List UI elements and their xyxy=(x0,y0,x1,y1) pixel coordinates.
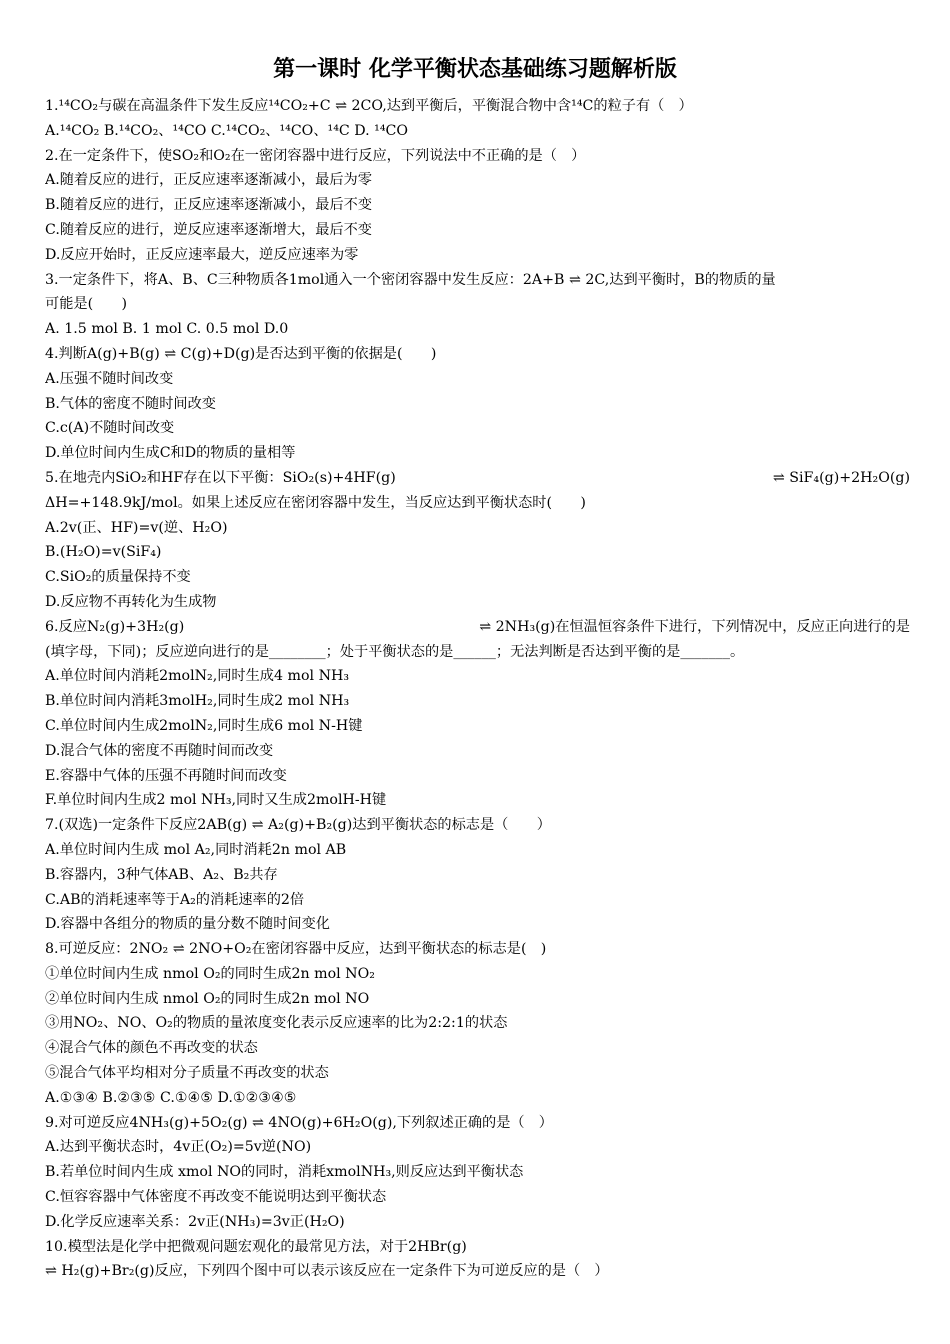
q9-option-a: A.达到平衡状态时，4v正(O₂)=5v逆(NO) xyxy=(45,1139,312,1156)
q7-option-d: D.容器中各组分的物质的量分数不随时间变化 xyxy=(45,916,330,933)
q2-option-d: D.反应开始时，正反应速率最大，逆反应速率为零 xyxy=(45,246,359,263)
question-list xyxy=(45,94,910,1284)
page-title: 第一课时 化学平衡状态基础练习题解析版 xyxy=(273,56,677,82)
q4-option-a: A.压强不随时间改变 xyxy=(45,370,174,387)
q5-stem-left: 5.在地壳内SiO₂和HF存在以下平衡：SiO₂(s)+4HF(g) xyxy=(45,469,396,486)
q7-option-c: C.AB的消耗速率等于A₂的消耗速率的2倍 xyxy=(45,891,305,908)
q4-option-b: B.气体的密度不随时间改变 xyxy=(45,395,216,412)
q4-option-c: C.c(A)不随时间改变 xyxy=(45,420,175,437)
q6-option-e: E.容器中气体的压强不再随时间而改变 xyxy=(45,767,287,784)
q6-stem-cont: (填字母，下同)；反应逆向进行的是________；处于平衡状态的是______；无法判断是否达到平衡的是_______。 xyxy=(45,643,745,660)
q2-option-a: A.随着反应的进行，正反应速率逐渐减小，最后为零 xyxy=(45,172,372,189)
q5-option-d: D.反应物不再转化为生成物 xyxy=(45,593,217,610)
q5-stem xyxy=(45,466,910,491)
q9-stem: 9.对可逆反应4NH₃(g)+5O₂(g) ⇌ 4NO(g)+6H₂O(g),下列叙述正确的是（ ） xyxy=(45,1114,553,1131)
q6-option-c: C.单位时间内生成2molN₂,同时生成6 mol N-H键 xyxy=(45,717,363,734)
q5-stem-right: ⇌ SiF₄(g)+2H₂O(g) xyxy=(772,469,910,486)
q6-option-a: A.单位时间内消耗2molN₂,同时生成4 mol NH₃ xyxy=(45,668,350,685)
q4-option-d: D.单位时间内生成C和D的物质的量相等 xyxy=(45,445,296,462)
q8-options: A.①③④ B.②③⑤ C.①④⑤ D.①②③④⑤ xyxy=(45,1089,297,1106)
q10-stem-cont: ⇌ H₂(g)+Br₂(g)反应，下列四个图中可以表示该反应在一定条件下为可逆反应的是（ ） xyxy=(45,1263,609,1280)
q6-option-f: F.单位时间内生成2 mol NH₃,同时又生成2molH-H键 xyxy=(45,792,387,809)
q5-stem-cont: ΔH=+148.9kJ/mol。如果上述反应在密闭容器中发生，当反应达到平衡状态时( ) xyxy=(45,494,586,511)
q7-stem: 7.(双选)一定条件下反应2AB(g) ⇌ A₂(g)+B₂(g)达到平衡状态的标志是（ ） xyxy=(45,817,551,834)
q8-statement-3: ③用NO₂、NO、O₂的物质的量浓度变化表示反应速率的比为2:2:1的状态 xyxy=(45,1015,508,1032)
q9-option-c: C.恒容容器中气体密度不再改变不能说明达到平衡状态 xyxy=(45,1189,387,1206)
q1-stem: 1.¹⁴CO₂与碳在高温条件下发生反应¹⁴CO₂+C ⇌ 2CO,达到平衡后，平衡混合物中含¹⁴C的粒子有（ ） xyxy=(45,98,693,114)
q9-option-b: B.若单位时间内生成 xmol NO的同时，消耗xmolNH₃,则反应达到平衡状态 xyxy=(45,1164,524,1181)
q2-option-b: B.随着反应的进行，正反应速率逐渐减小，最后不变 xyxy=(45,197,373,214)
q5-option-b: B.(H₂O)=v(SiF₄) xyxy=(45,544,162,561)
q7-option-b: B.容器内，3种气体AB、A₂、B₂共存 xyxy=(45,866,278,883)
q8-statement-4: ④混合气体的颜色不再改变的状态 xyxy=(45,1040,258,1057)
q10-stem: 10.模型法是化学中把微观问题宏观化的最常见方法，对于2HBr(g) xyxy=(45,1238,467,1255)
q3-stem: 3.一定条件下，将A、B、C三种物质各1mol通入一个密闭容器中发生反应：2A+B ⇌ 2C,达到平衡时，B的物质的量 xyxy=(45,271,776,288)
q5-option-c: C.SiO₂的质量保持不变 xyxy=(45,569,191,586)
q6-option-d: D.混合气体的密度不再随时间而改变 xyxy=(45,742,274,759)
q8-stem: 8.可逆反应：2NO₂ ⇌ 2NO+O₂在密闭容器中反应，达到平衡状态的标志是( ) xyxy=(45,941,547,958)
q6-stem-right: ⇌ 2NH₃(g)在恒温恒容条件下进行，下列情况中，反应正向进行的是 xyxy=(479,618,910,635)
q2-stem: 2.在一定条件下，使SO₂和O₂在一密闭容器中进行反应，下列说法中不正确的是（ ） xyxy=(45,147,586,164)
q6-stem xyxy=(45,615,910,640)
q8-statement-2: ②单位时间内生成 nmol O₂的同时生成2n mol NO xyxy=(45,990,370,1007)
q2-option-c: C.随着反应的进行，逆反应速率逐渐增大，最后不变 xyxy=(45,221,372,238)
q5-option-a: A.2v(正、HF)=v(逆、H₂O) xyxy=(45,519,228,536)
q4-stem: 4.判断A(g)+B(g) ⇌ C(g)+D(g)是否达到平衡的依据是( ) xyxy=(45,345,437,362)
q1-options: A.¹⁴CO₂ B.¹⁴CO₂、¹⁴CO C.¹⁴CO₂、¹⁴CO、¹⁴C D. ¹⁴CO xyxy=(45,122,408,139)
q6-option-b: B.单位时间内消耗3molH₂,同时生成2 mol NH₃ xyxy=(45,693,350,710)
q7-option-a: A.单位时间内生成 mol A₂,同时消耗2n mol AB xyxy=(45,841,347,858)
q3-options: A. 1.5 mol B. 1 mol C. 0.5 mol D.0 xyxy=(45,321,289,338)
q6-stem-left: 6.反应N₂(g)+3H₂(g) xyxy=(45,618,185,635)
q8-statement-5: ⑤混合气体平均相对分子质量不再改变的状态 xyxy=(45,1065,329,1082)
q3-stem-cont: 可能是( ) xyxy=(45,296,128,313)
q8-statement-1: ①单位时间内生成 nmol O₂的同时生成2n mol NO₂ xyxy=(45,965,375,982)
q9-option-d: D.化学反应速率关系：2v正(NH₃)=3v正(H₂O) xyxy=(45,1213,345,1230)
